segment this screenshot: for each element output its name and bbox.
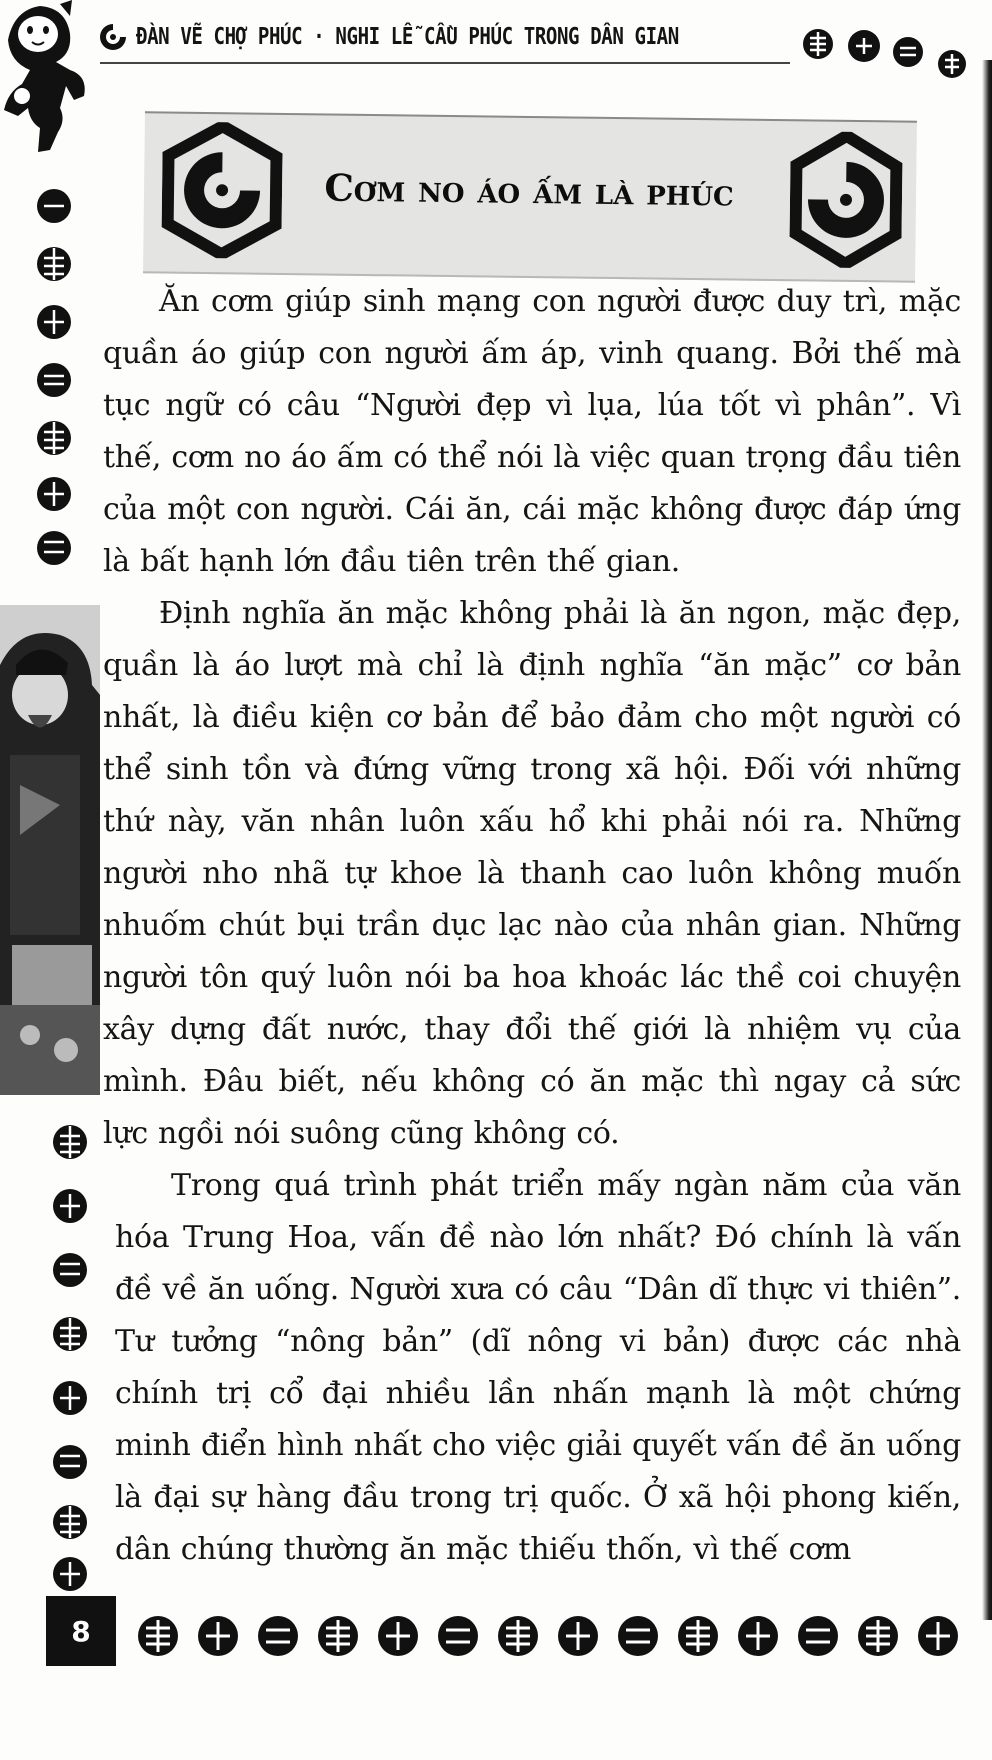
fu-medallion-icon [848, 30, 880, 62]
chapter-title: Cơm no áo ấm là phúc [324, 165, 735, 215]
fu-medallion-icon [678, 1616, 718, 1656]
hexagon-swirl-icon [789, 131, 903, 268]
fu-medallion-icon [558, 1616, 598, 1656]
fu-medallion-icon [53, 1445, 87, 1479]
fu-medallion-icon [198, 1616, 238, 1656]
fu-medallion-icon [498, 1616, 538, 1656]
fu-medallion-icon [438, 1616, 478, 1656]
fu-medallion-icon [738, 1616, 778, 1656]
fu-medallion-icon [798, 1616, 838, 1656]
fu-medallion-icon [53, 1189, 87, 1223]
fu-medallion-icon [53, 1125, 87, 1159]
fu-medallion-icon [258, 1616, 298, 1656]
fu-medallion-icon [53, 1317, 87, 1351]
hexagon-swirl-icon [161, 122, 283, 259]
running-header-text: ĐÀN VẼ CHỢ PHÚC · NGHI LỄ CẦU PHÚC TRONG DÂN GIAN [136, 24, 679, 50]
fu-medallion-icon [37, 421, 71, 455]
fu-medallion-icon [618, 1616, 658, 1656]
body-text [103, 276, 961, 1576]
fu-medallion-icon [918, 1616, 958, 1656]
deity-figure-icon [0, 605, 100, 1095]
paragraph: Trong quá trình phát triển mấy ngàn năm của văn hóa Trung Hoa, vấn đề nào lớn nhất? Đó chính là vấn đề về ăn uống. Người xưa có câu “Dân dĩ thực vi thiên”. Tư tưởng “nông bản” (dĩ nông vi bản) được các nhà chính trị cổ đại nhiều lần nhấn mạnh là một chứng minh điển hình nhất cho việc giải quyết vấn đề ăn uống là đại sự hàng đầu trong trị quốc. Ở xã hội phong kiến, dân chúng thường ăn mặc thiếu thốn, vì thế cơm [115, 1168, 961, 1567]
fu-medallion-icon [53, 1557, 87, 1591]
fu-medallion-icon [893, 37, 923, 67]
running-header [96, 12, 796, 62]
fu-medallion-icon [53, 1505, 87, 1539]
left-medallion-column-lower [48, 1122, 100, 1592]
fu-medallion-icon [37, 531, 71, 565]
chapter-banner [143, 111, 917, 282]
footer-medallion-row [134, 1608, 984, 1664]
header-rule [100, 62, 790, 64]
header-medallions [802, 22, 982, 82]
fu-medallion-icon [53, 1253, 87, 1287]
fu-medallion-icon [53, 1381, 87, 1415]
fu-medallion-icon [37, 363, 71, 397]
fu-medallion-icon [938, 50, 966, 78]
fu-medallion-icon [378, 1616, 418, 1656]
fu-medallion-icon [37, 305, 71, 339]
fu-medallion-icon [37, 189, 71, 223]
page-number: 8 [46, 1596, 116, 1666]
fu-medallion-icon [318, 1616, 358, 1656]
left-medallion-column [32, 186, 84, 566]
paragraph: Định nghĩa ăn mặc không phải là ăn ngon, mặc đẹp, quần là áo lượt mà chỉ là định nghĩa “ăn mặc” cơ bản nhất, là điều kiện cơ bản để bảo đảm cho một người có thể sinh tồn và đứng vững trong xã hội. Đối với những thứ này, văn nhân luôn xấu hổ khi phải nói ra. Những người nho nhã tự khoe là thanh cao luôn không muốn nhuốm chút bụi trần dục lạc nào của nhân gian. Những người tôn quý luôn nói ba hoa khoác lác thề coi chuyện xây dựng đất nước, thay đổi thế giới là nhiệm vụ của mình. Đâu biết, nếu không có ăn mặc thì ngay cả sức lực ngồi nói suông cũng không có. [103, 596, 961, 1151]
fu-medallion-icon [37, 247, 71, 281]
swirl-icon [96, 20, 130, 54]
fu-medallion-icon [803, 29, 833, 59]
page-edge [982, 60, 992, 1620]
fu-medallion-icon [138, 1616, 178, 1656]
paragraph: Ăn cơm giúp sinh mạng con người được duy trì, mặc quần áo giúp con người ấm áp, vinh quang. Bởi thế mà tục ngữ có câu “Người đẹp vì lụa, lúa tốt vì phân”. Vì thế, cơm no áo ấm có thể nói là việc quan trọng đầu tiên của một con người. Cái ăn, cái mặc không được đáp ứng là bất hạnh lớn đầu tiên trên thế gian. [103, 284, 961, 579]
fu-medallion-icon [37, 477, 71, 511]
child-figure-icon [0, 0, 94, 160]
fu-medallion-icon [858, 1616, 898, 1656]
